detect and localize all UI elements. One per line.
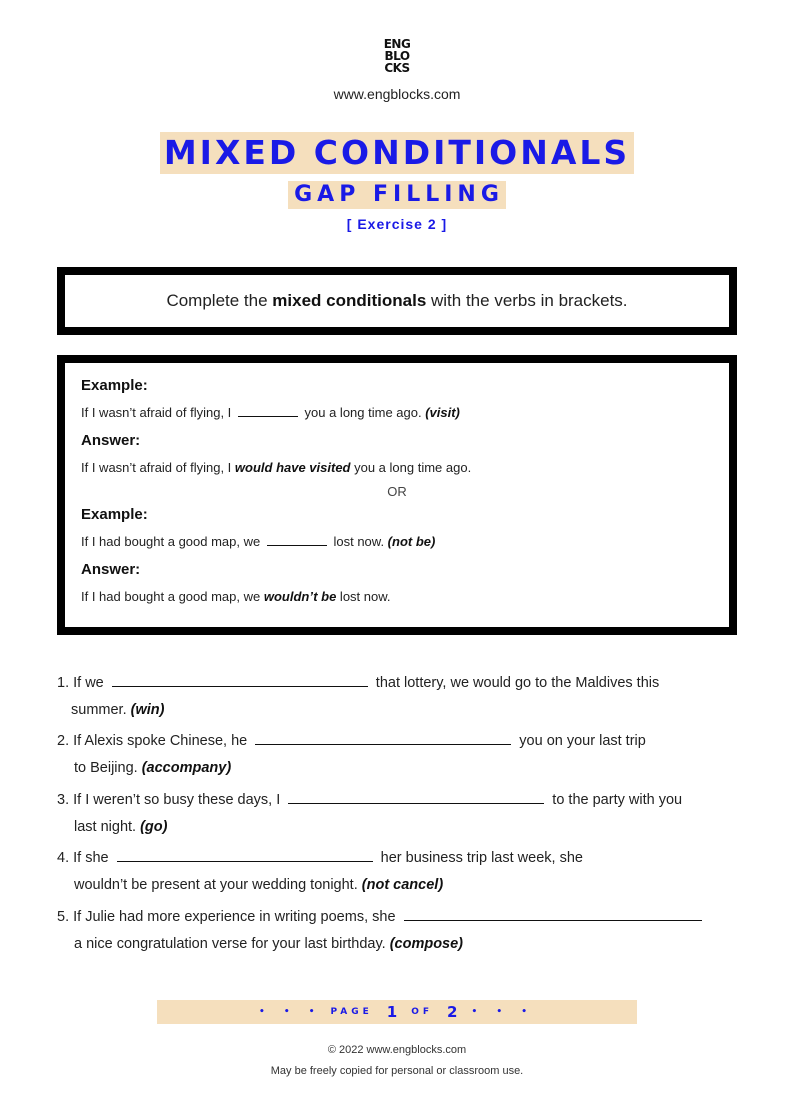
example-label: Example:	[81, 506, 148, 523]
page-subtitle: GAP FILLING	[288, 181, 506, 209]
answer-blank[interactable]	[404, 905, 702, 921]
answer-blank[interactable]	[117, 846, 373, 862]
question-2: 2. If Alexis spoke Chinese, he you on your last trip to Beijing. (accompany)	[57, 728, 747, 782]
example-blank	[238, 405, 298, 417]
usage-note: May be freely copied for personal or classroom use.	[270, 1065, 524, 1077]
current-page: 1	[386, 1003, 398, 1021]
exercise-number: [ Exercise 2 ]	[346, 216, 448, 232]
example-box	[57, 355, 737, 635]
question-3: 3. If I weren’t so busy these days, I to the party with you last night. (go)	[57, 787, 747, 841]
example-label: Example:	[81, 377, 148, 394]
question-5: 5. If Julie had more experience in writing poems, she a nice congratulation verse for your last birthday. (compose)	[57, 904, 747, 958]
site-url[interactable]: www.engblocks.com	[333, 86, 461, 102]
answer-sentence: If I had bought a good map, we wouldn’t be lost now.	[81, 589, 391, 604]
answer-blank[interactable]	[112, 671, 368, 687]
instruction-box	[57, 267, 737, 335]
total-pages: 2	[447, 1003, 458, 1021]
example-sentence: If I had bought a good map, we lost now. (not be)	[81, 534, 436, 549]
answer-label: Answer:	[81, 561, 141, 578]
instruction-text: Complete the mixed conditionals with the verbs in brackets.	[166, 291, 628, 310]
or-divider: OR	[387, 484, 407, 499]
example-sentence: If I wasn’t afraid of flying, I you a long time ago. (visit)	[81, 405, 460, 420]
page-indicator: • • • PAGE 1 OF 2 • • •	[157, 1000, 637, 1024]
example-blank	[267, 534, 327, 546]
engblocks-logo: ENG BLO CKS	[383, 37, 411, 75]
question-1: 1. If we that lottery, we would go to the Maldives this summer. (win)	[57, 670, 747, 724]
answer-blank[interactable]	[288, 788, 544, 804]
answer-sentence: If I wasn’t afraid of flying, I would have visited you a long time ago.	[81, 460, 472, 475]
answer-blank[interactable]	[255, 729, 511, 745]
copyright: © 2022 www.engblocks.com	[327, 1044, 467, 1056]
page-title: MIXED CONDITIONALS	[160, 132, 634, 174]
question-4: 4. If she her business trip last week, she wouldn’t be present at your wedding tonight. (not cancel)	[57, 845, 747, 899]
answer-label: Answer:	[81, 432, 141, 449]
